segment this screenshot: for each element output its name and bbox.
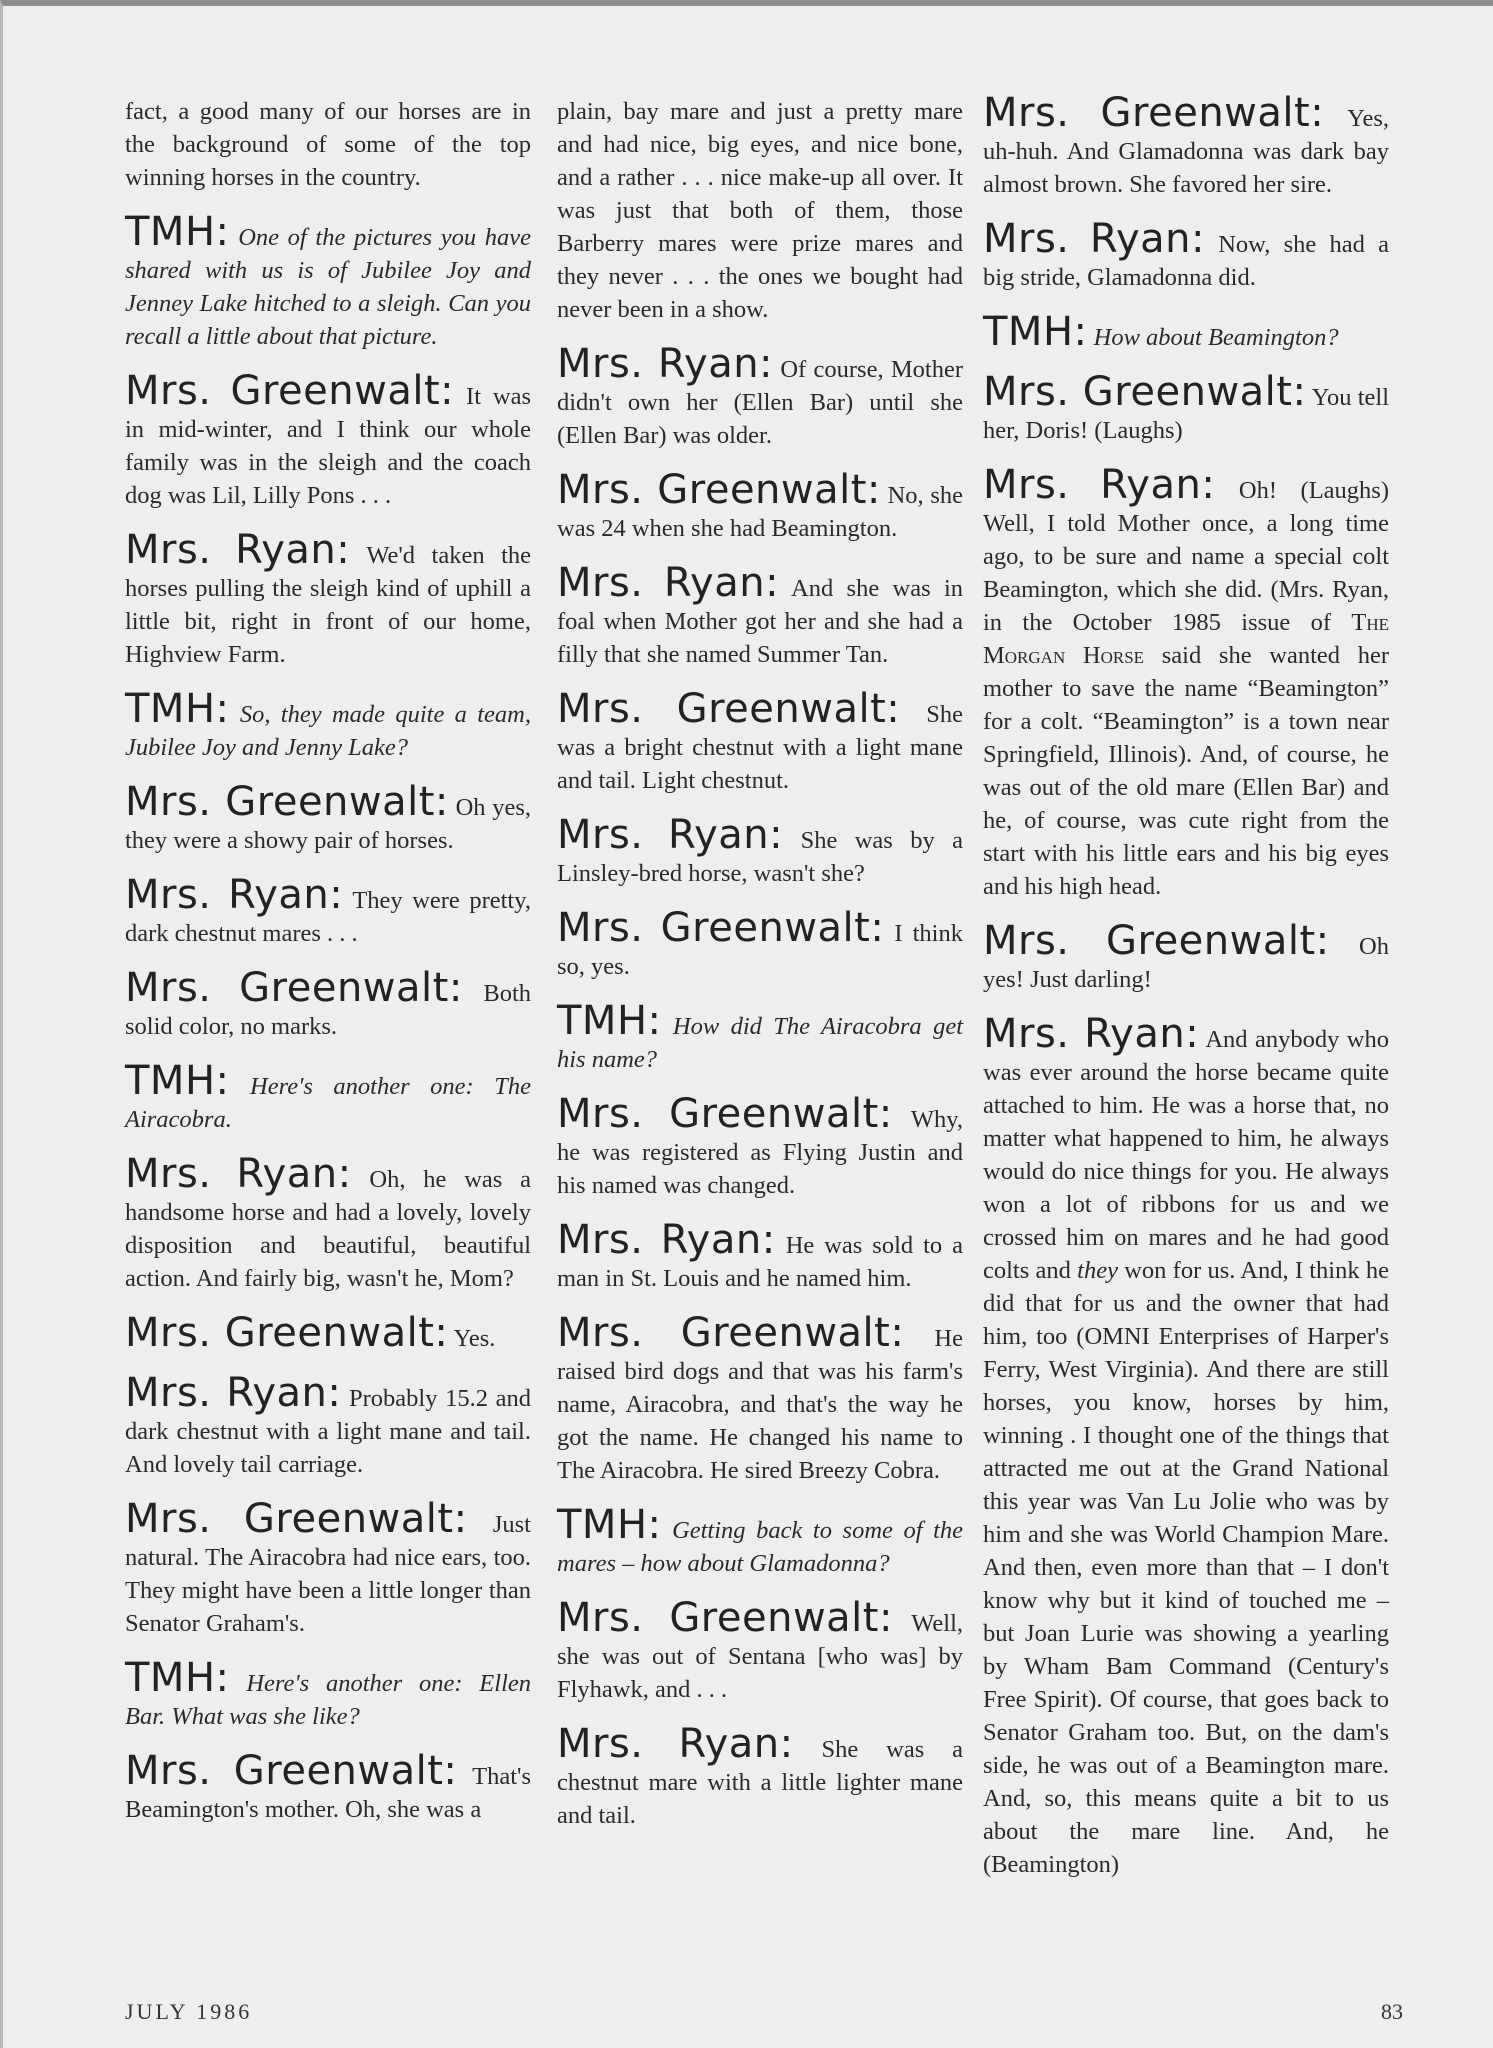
answer-text: We'd taken the horses pulling the sleigh kind of uphill a little bit, right in front of our home, Highview Farm.: [125, 542, 532, 668]
speaker-label: Mrs. Greenwalt:: [557, 1595, 893, 1641]
answer-text: It was in mid-winter, and I think our whole family was in the sleigh and the coach dog was Lil, Lilly Pons . . .: [125, 383, 532, 509]
answer-text: Oh, he was a handsome horse and had a lovely, lovely disposition and beautiful, beautiful action. And fairly big, wasn't he, Mom?: [125, 1166, 532, 1292]
answer-text: Well, she was out of Sentana [who was] by Flyhawk, and . . .: [557, 1610, 964, 1703]
question-text: Getting back to some of the mares – how about Glamadonna?: [557, 1517, 963, 1577]
interview-paragraph: [983, 462, 1389, 903]
answer-text: She was by a Linsley-bred horse, wasn't she?: [557, 827, 964, 887]
interview-paragraph: [125, 1151, 532, 1295]
interview-paragraph: [557, 1310, 963, 1487]
speaker-label: Mrs. Greenwalt:: [125, 965, 463, 1011]
speaker-label: Mrs. Ryan:: [557, 1721, 794, 1767]
interview-paragraph: [125, 95, 531, 194]
interview-paragraph: [557, 1091, 963, 1202]
answer-text: Oh yes, they were a showy pair of horses.: [125, 794, 532, 854]
answer-text: She was a bright chestnut with a light mane and tail. Light chestnut.: [557, 701, 964, 794]
speaker-label: TMH:: [125, 1655, 230, 1701]
interview-paragraph: [557, 560, 964, 671]
speaker-label: Mrs. Ryan:: [125, 872, 344, 918]
interview-paragraph: [125, 209, 532, 353]
answer-text: You tell her, Doris! (Laughs): [983, 384, 1390, 444]
speaker-label: Mrs. Ryan:: [983, 1011, 1200, 1057]
answer-text: Just natural. The Airacobra had nice ears, too. They might have been a little longer than Senator Graham's.: [125, 1511, 531, 1637]
answer-text: And she was in foal when Mother got her and she had a filly that she named Summer Tan.: [557, 575, 964, 668]
interview-paragraph: [557, 467, 964, 545]
interview-paragraph: [983, 1011, 1390, 1881]
interview-paragraph: [125, 779, 532, 857]
speaker-label: TMH:: [125, 1058, 230, 1104]
interview-paragraph: [983, 309, 1389, 355]
interview-paragraph: [125, 527, 532, 671]
answer-text: He was sold to a man in St. Louis and he named him.: [557, 1232, 964, 1292]
answer-text: Now, she had a big stride, Glamadonna did.: [983, 231, 1390, 291]
answer-text-post: won for us. And, I think he did that for us and the owner that had him, too (OMNI Enterprises of Harper's Ferry, West Virginia). And there are still horses, you know, horses by him, winning . I thought one of the things that attracted me out at the Grand National this year was Van Lu Jolie who was by him and she was World Champion Mare. And then, even more than that – I don't know why but it kind of touched me – but Joan Lurie was showing a yearling by Wham Bam Command (Century's Free Spirit). Of course, that goes back to Senator Graham too. But, on the dam's side, he was out of a Beamington mare. And, so, this means quite a bit to us about the mare line. And, he (Beamington): [983, 1257, 1389, 1878]
footer-issue-date: JULY 1986: [125, 1999, 253, 2024]
interview-paragraph: [557, 1502, 963, 1580]
speaker-label: TMH:: [983, 309, 1088, 355]
speaker-label: Mrs. Greenwalt:: [125, 368, 455, 414]
speaker-label: Mrs. Ryan:: [557, 812, 784, 858]
answer-text: I think so, yes.: [557, 920, 963, 980]
question-text: Here's another one: Ellen Bar. What was she like?: [125, 1670, 532, 1730]
answer-text: Probably 15.2 and dark chestnut with a light mane and tail. And lovely tail carriage.: [125, 1385, 531, 1478]
interview-paragraph: [125, 368, 532, 512]
answer-text: Yes.: [453, 1325, 496, 1352]
question-text: How did The Airacobra get his name?: [557, 1013, 963, 1073]
answer-text-pre: Oh! (Laughs) Well, I told Mother once, a long time ago, to be sure and name a special colt Beamington, which she did. (Mrs. Ryan, in the October 1985 issue of: [983, 477, 1389, 636]
speaker-label: Mrs. Greenwalt:: [125, 1310, 449, 1356]
speaker-label: Mrs. Ryan:: [557, 560, 780, 606]
footer-page-number: 83: [1381, 1999, 1403, 2024]
interview-paragraph: [557, 686, 964, 797]
answer-text-em: they: [1077, 1257, 1118, 1284]
interview-paragraph: [557, 998, 963, 1076]
interview-paragraph: [557, 1721, 963, 1832]
interview-paragraph: [983, 90, 1390, 201]
speaker-label: Mrs. Greenwalt:: [125, 779, 449, 825]
speaker-label: Mrs. Greenwalt:: [983, 369, 1307, 415]
question-text: One of the pictures you have shared with us is of Jubilee Joy and Jenney Lake hitched to a sleigh. Can you recall a little about that picture.: [125, 224, 532, 350]
speaker-label: Mrs. Greenwalt:: [557, 686, 901, 732]
answer-text: fact, a good many of our horses are in the background of some of the top winning horses in the country.: [125, 98, 531, 191]
interview-paragraph: [125, 1310, 531, 1356]
interview-paragraph: [557, 812, 964, 890]
speaker-label: Mrs. Greenwalt:: [557, 1310, 905, 1356]
answer-text: He raised bird dogs and that was his farm's name, Airacobra, and that's the way he got the name. He changed his name to The Airacobra. He sired Breezy Cobra.: [557, 1325, 963, 1484]
speaker-label: Mrs. Greenwalt:: [557, 467, 881, 513]
answer-text: Both solid color, no marks.: [125, 980, 532, 1040]
speaker-label: TMH:: [125, 686, 230, 732]
speaker-label: Mrs. Greenwalt:: [983, 90, 1325, 136]
speaker-label: Mrs. Ryan:: [557, 1217, 776, 1263]
interview-paragraph: [557, 905, 963, 983]
column-1: [125, 95, 531, 1846]
interview-paragraph: [125, 872, 532, 950]
speaker-label: TMH:: [125, 209, 230, 255]
question-text: So, they made quite a team, Jubilee Joy and Jenny Lake?: [125, 701, 531, 761]
interview-paragraph: [125, 686, 531, 764]
interview-paragraph: [125, 965, 532, 1043]
speaker-label: TMH:: [557, 998, 662, 1044]
answer-text: Yes, uh-huh. And Glamadonna was dark bay almost brown. She favored her sire.: [983, 105, 1390, 198]
answer-text-post: said she wanted her mother to save the name “Beamington” for a colt. “Beamington” is a town near Springfield, Illinois). And, of course, he was out of the old mare (Ellen Bar) and he, of course, was cute right from the start with his little ears and his big eyes and his high head.: [983, 642, 1389, 900]
speaker-label: Mrs. Ryan:: [125, 527, 351, 573]
interview-paragraph: [557, 341, 964, 452]
interview-paragraph: [125, 1655, 532, 1733]
interview-paragraph: [983, 369, 1390, 447]
speaker-label: Mrs. Greenwalt:: [557, 905, 885, 951]
speaker-label: Mrs. Ryan:: [557, 341, 774, 387]
speaker-label: TMH:: [557, 1502, 662, 1548]
answer-text: Oh yes! Just darling!: [983, 933, 1389, 993]
speaker-label: Mrs. Ryan:: [983, 216, 1205, 262]
answer-text-pre: And anybody who was ever around the horse became quite attached to him. He was a horse that, no matter what happened to him, he always would do nice things for you. He always won a lot of ribbons for us and we crossed him on mares and he had good colts and: [983, 1026, 1390, 1284]
answer-text-sc: The Morgan Horse: [983, 609, 1389, 669]
interview-paragraph: [557, 95, 963, 326]
column-3: [983, 90, 1390, 1901]
answer-text: No, she was 24 when she had Beamington.: [557, 482, 964, 542]
speaker-label: Mrs. Greenwalt:: [557, 1091, 893, 1137]
column-2: [557, 95, 963, 1852]
answer-text: She was a chestnut mare with a little lighter mane and tail.: [557, 1736, 963, 1829]
interview-paragraph: [983, 216, 1390, 294]
interview-paragraph: [125, 1370, 531, 1481]
interview-paragraph: [125, 1748, 531, 1826]
interview-paragraph: [125, 1058, 532, 1136]
interview-paragraph: [983, 918, 1389, 996]
question-text: Here's another one: The Airacobra.: [125, 1073, 532, 1133]
interview-paragraph: [125, 1496, 531, 1640]
speaker-label: Mrs. Ryan:: [983, 462, 1216, 508]
question-text: How about Beamington?: [1093, 324, 1339, 351]
answer-text: plain, bay mare and just a pretty mare and had nice, big eyes, and nice bone, and a rather . . . nice make-up all over. It was just that both of them, those Barberry mares were prize mares and they never . . . the ones we bought had never been in a show.: [557, 98, 963, 323]
speaker-label: Mrs. Ryan:: [125, 1151, 352, 1197]
answer-text: They were pretty, dark chestnut mares . . .: [125, 887, 532, 947]
interview-paragraph: [557, 1217, 964, 1295]
answer-text: Of course, Mother didn't own her (Ellen Bar) until she (Ellen Bar) was older.: [557, 356, 964, 449]
speaker-label: Mrs. Greenwalt:: [125, 1496, 468, 1542]
interview-paragraph: [557, 1595, 964, 1706]
speaker-label: Mrs. Greenwalt:: [983, 918, 1330, 964]
speaker-label: Mrs. Greenwalt:: [125, 1748, 458, 1794]
answer-text: That's Beamington's mother. Oh, she was a: [125, 1763, 531, 1823]
speaker-label: Mrs. Ryan:: [125, 1370, 342, 1416]
answer-text: Why, he was registered as Flying Justin and his named was changed.: [557, 1106, 963, 1199]
